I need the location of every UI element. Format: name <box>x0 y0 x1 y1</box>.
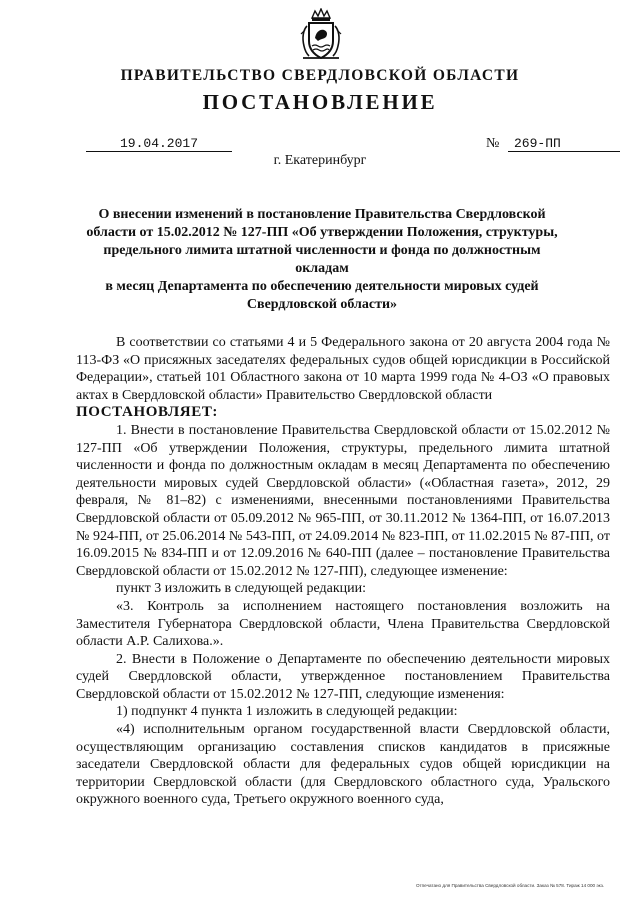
item-1-subparagraph: пункт 3 изложить в следующей редакции: <box>116 581 366 597</box>
item-2-quote: «4) исполнительным органом государственной власти Свердловской области, осуществляющим организацию составления списков кандидатов в присяжные заседатели Свердловской области для федеральных судов общей юрисдикции на территории Свердловской области (для Свердловского областного суда, Уральского окружного военного суда, Третьего окружного военного суда, <box>76 722 610 808</box>
title-line: области от 15.02.2012 № 127-ПП «Об утверждении Положения, структуры, <box>86 225 558 240</box>
resolves-heading: ПОСТАНОВЛЯЕТ: <box>76 404 219 421</box>
coat-of-arms-icon <box>297 8 345 62</box>
print-note: Отпечатано для Правительства Свердловской области. Заказ № 578. Тираж 14 000 экз. <box>416 883 605 888</box>
title-line: О внесении изменений в постановление Правительства Свердловской <box>98 207 546 222</box>
item-1-quote: «3. Контроль за исполнением настоящего постановления возложить на Заместителя Губернатора Свердловской области, Члена Правительства Свердловской области А.Р. Салихова.». <box>76 598 610 650</box>
document-title <box>76 206 568 314</box>
document-number: 269-ПП <box>508 136 620 152</box>
item-2-paragraph: 2. Внести в Положение о Департаменте по обеспечению деятельности мировых судей Свердловской области, утвержденное постановлением Правительства Свердловской области от 15.02.2012 № 127-ПП, следующие изменения: <box>76 651 610 702</box>
item-1-paragraph: 1. Внести в постановление Правительства Свердловской области от 15.02.2012 № 127-ПП «Об утверждении Положения, структуры, предельного лимита штатной численности и фонда по должностным окладам в месяц Департамента по обеспечению деятельности мировых судей Свердловской области» («Областная газета», 2012, 29 февраля, № 81–82) с изменениями, внесенными постановлениями Правительства Свердловской области от 05.09.2012 № 965-ПП, от 30.11.2012 № 1364-ПП, от 16.07.2013 № 924-ПП, от 25.06.2014 № 543-ПП, от 24.09.2014 № 823-ПП, от 11.02.2015 № 87-ПП, от 16.09.2015 № 834-ПП и от 12.09.2016 № 640-ПП (далее – постановление Правительства Свердловской области от 15.02.2012 № 127-ПП), следующее изменение: <box>76 422 610 579</box>
title-line: в месяц Департамента по обеспечению деятельности мировых судей <box>105 279 539 294</box>
document-body <box>76 334 610 809</box>
document-date: 19.04.2017 <box>86 136 232 152</box>
city-label: г. Екатеринбург <box>273 153 367 168</box>
preamble-paragraph: В соответствии со статьями 4 и 5 Федерального закона от 20 августа 2004 года № 113-ФЗ «О присяжных заседателях федеральных судов общей юрисдикции в Российской Федерации», статьей 101 Областного закона от 10 марта 1999 года № 4-ОЗ «О правовых актах в Свердловской области» Правительство Свердловской области <box>76 335 610 403</box>
title-line: предельного лимита штатной численности и фонда по должностным окладам <box>103 243 541 276</box>
document-type-heading: ПОСТАНОВЛЕНИЕ <box>202 90 438 114</box>
item-2-subparagraph: 1) подпункт 4 пункта 1 изложить в следующей редакции: <box>116 704 458 720</box>
title-line: Свердловской области» <box>246 297 398 312</box>
organization-heading: ПРАВИТЕЛЬСТВО СВЕРДЛОВСКОЙ ОБЛАСТИ <box>120 67 520 84</box>
number-sign: № <box>486 136 500 151</box>
